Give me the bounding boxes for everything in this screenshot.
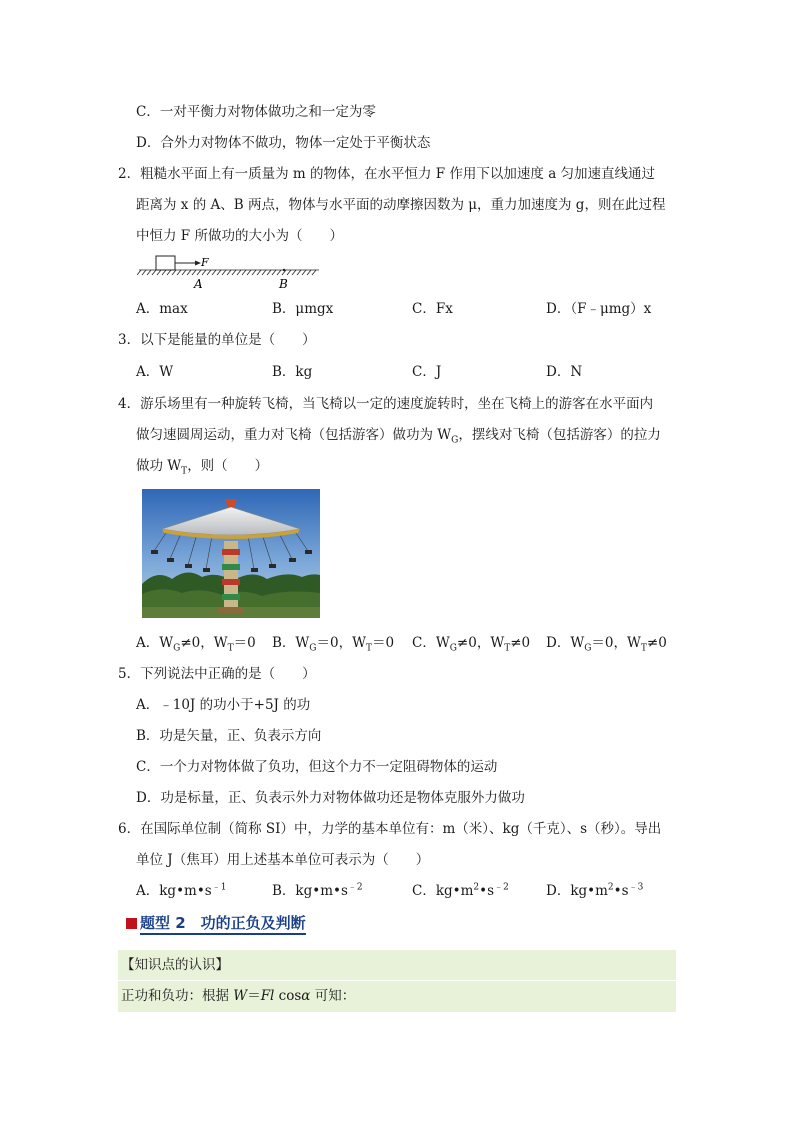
q1-option-d: D．合外力对物体不做功，物体一定处于平衡状态 — [136, 135, 431, 151]
hatch-line — [212, 270, 216, 275]
point-b-dot — [283, 269, 285, 271]
q6-stem-line1: 6．在国际单位制（简称 SI）中，力学的基本单位有：m（米）、kg（千克）、s（秒）。导出 — [118, 821, 662, 837]
hatch-line — [237, 270, 241, 275]
knowledge-box-title-row — [118, 950, 676, 980]
q1-option-c: C．一对平衡力对物体做功之和一定为零 — [136, 104, 376, 120]
hatch-line — [137, 270, 141, 275]
hatch-line — [202, 270, 206, 275]
q4-option-a: A．$W_G\ne 0$，$W_T=0$ — [136, 635, 256, 654]
hatch-line — [302, 270, 306, 275]
hatch-line — [222, 270, 226, 275]
hatch-line — [307, 270, 311, 275]
force-label: F — [201, 256, 209, 269]
q2-option-a: A．max — [136, 301, 188, 317]
hatch-line — [147, 270, 151, 275]
q4-stem-line3: 做功 $W_T$，则（ ） — [136, 458, 269, 477]
q3-option-b: B．kg — [272, 364, 313, 380]
hatch-line — [207, 270, 211, 275]
hatch-line — [252, 270, 256, 275]
hatch-line — [312, 270, 316, 275]
q3-stem: 3．以下是能量的单位是（ ） — [118, 332, 316, 348]
hatch-line — [277, 270, 281, 275]
block — [156, 256, 175, 270]
hatch-line — [187, 270, 191, 275]
hatch-line — [232, 270, 236, 275]
knowledge-box-formula-line: 正功和负功：根据 W＝Fl cosα 可知： — [121, 988, 356, 1004]
hatch-line — [177, 270, 181, 275]
q3-option-d: D．N — [546, 364, 583, 380]
knowledge-box-title: 【知识点的认识】 — [121, 957, 229, 973]
q2-option-d: D．（F﹣μmg）x — [546, 301, 652, 317]
hatch-line — [152, 270, 156, 275]
section-title: 题型 2 功的正负及判断 — [140, 914, 306, 935]
ground-hatching — [137, 270, 319, 275]
q5-option-a: A．﹣10J 的功小于+5J 的功 — [136, 697, 311, 713]
q5-option-c: C．一个力对物体做了负功，但这个力不一定阻碍物体的运动 — [136, 759, 498, 775]
q5-stem: 5．下列说法中正确的是（ ） — [118, 666, 316, 682]
q6-option-d: D．$kg•m^2•s^{﹣3}$ — [546, 882, 644, 899]
hatch-line — [287, 270, 291, 275]
q6-option-b: B．$kg•m•s^{﹣2}$ — [272, 882, 363, 899]
hatch-line — [297, 270, 301, 275]
q2-stem-line3: 中恒力 F 所做功的大小为（ ） — [136, 228, 343, 244]
section-heading — [126, 912, 306, 934]
q2-option-c: C．Fx — [412, 301, 453, 317]
hatch-line — [267, 270, 271, 275]
hatch-line — [247, 270, 251, 275]
swing-ride-photo — [142, 489, 320, 618]
q4-stem-line1: 4．游乐场里有一种旋转飞椅，当飞椅以一定的速度旋转时，坐在飞椅上的游客在水平面内 — [118, 396, 654, 412]
hatch-line — [182, 270, 186, 275]
q2-stem-line2: 距离为 x 的 A、B 两点，物体与水平面的动摩擦因数为 μ，重力加速度为 g，则在此过程 — [136, 197, 666, 213]
q2-stem-line1: 2．粗糙水平面上有一质量为 m 的物体，在水平恒力 F 作用下以加速度 a 匀加速直线通过 — [118, 166, 656, 182]
hatch-line — [242, 270, 246, 275]
hatch-line — [217, 270, 221, 275]
q3-option-c: C．J — [412, 364, 442, 380]
q4-option-c: C．$W_G\ne 0$，$W_T\ne 0$ — [412, 635, 531, 654]
q2-option-b: B．μmgx — [272, 301, 334, 317]
knowledge-box-content-row — [118, 980, 676, 1012]
hatch-line — [167, 270, 171, 275]
q5-option-d: D．功是标量，正、负表示外力对物体做功还是物体克服外力做功 — [136, 790, 525, 806]
q6-option-c: C．$kg•m^2•s^{﹣2}$ — [412, 882, 509, 899]
hatch-line — [172, 270, 176, 275]
q6-option-a: A．$kg•m•s^{﹣1}$ — [136, 882, 227, 899]
q5-option-b: B．功是矢量，正、负表示方向 — [136, 728, 322, 744]
point-b-label: B — [279, 277, 288, 291]
hatch-line — [192, 270, 196, 275]
hatch-line — [272, 270, 276, 275]
q3-option-a: A．W — [136, 364, 174, 380]
hatch-line — [292, 270, 296, 275]
hatch-line — [197, 270, 201, 275]
hatch-line — [262, 270, 266, 275]
hatch-line — [142, 270, 146, 275]
point-a-label: A — [194, 277, 203, 291]
q4-stem-line2: 做匀速圆周运动，重力对飞椅（包括游客）做功为 $W_G$，摆线对飞椅（包括游客）的拉力 — [136, 427, 661, 446]
heading-square-icon — [126, 918, 137, 929]
q6-stem-line2: 单位 J（焦耳）用上述基本单位可表示为（ ） — [136, 852, 430, 868]
hatch-line — [227, 270, 231, 275]
hatch-line — [162, 270, 166, 275]
hatch-line — [157, 270, 161, 275]
q4-option-b: B．$W_G=0$，$W_T=0$ — [272, 635, 395, 654]
q4-option-d: D．$W_G=0$，$W_T\ne 0$ — [546, 635, 667, 654]
hatch-line — [257, 270, 261, 275]
q2-block-diagram — [137, 254, 321, 294]
